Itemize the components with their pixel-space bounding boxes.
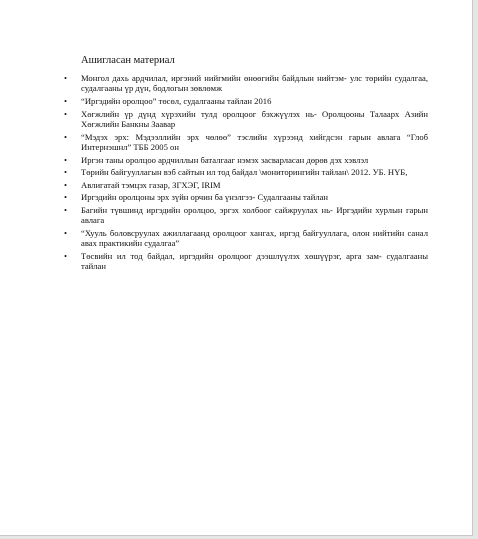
reference-text: Авлигатай тэмцэх газар, ЗГХЭГ, IRIM bbox=[81, 179, 221, 190]
reference-text: Иргэн таны оролцоо ардчиллын баталгааг нэмэх засварласан дөрөв дэх хэвлэл bbox=[81, 154, 369, 165]
reference-text: Хөгжлийн үр дүнд хүрэхийн тулд оролцоог бэхжүүлэх нь- Оролцооны Талаарх Азийн Хөгжлийн Банкны Заавар bbox=[81, 108, 428, 129]
section-heading: Ашигласан материал bbox=[81, 55, 175, 66]
bullet-icon: • bbox=[64, 227, 68, 238]
list-item bbox=[62, 132, 428, 153]
reference-text: Иргэдийн оролцоны эрх зүйн орчин ба үнэлгээ- Судалгааны тайлан bbox=[81, 192, 329, 203]
bullet-icon: • bbox=[64, 167, 68, 178]
bullet-icon: • bbox=[64, 192, 68, 203]
bullet-icon: • bbox=[64, 154, 68, 165]
reference-list bbox=[62, 73, 428, 274]
reference-text: Төсвийн ил тод байдал, иргэдийн оролцоог дээшлүүлэх хөшүүрэг, арга зам- судалгааны тайлан bbox=[81, 250, 428, 272]
reference-text: Багийн түвшинд иргэдийн оролцоо, эргэх холбоог сайжруулах нь- Иргэдийн хурлын гарын авлага bbox=[81, 204, 428, 226]
list-item bbox=[62, 228, 428, 249]
list-item bbox=[62, 96, 428, 106]
list-item bbox=[62, 109, 428, 130]
list-item bbox=[62, 192, 428, 202]
bullet-icon: • bbox=[64, 108, 68, 119]
bullet-icon: • bbox=[64, 73, 68, 83]
reference-text: Монгол дахь ардчилал, иргэний нийгмийн өнөөгийн байдлын нийтэм- улс төрийн судалгаа, судалгааны үр дүн, бодлогын зөвлөмж bbox=[81, 73, 428, 94]
list-item bbox=[62, 155, 428, 165]
list-item bbox=[62, 205, 428, 226]
list-item bbox=[62, 180, 428, 190]
list-item bbox=[62, 251, 428, 272]
reference-text: Төрийн байгууллагын вэб сайтын ил тод байдал \мониторингийн тайлан\ 2012. УБ. НҮБ, bbox=[81, 167, 408, 178]
bullet-icon: • bbox=[64, 179, 68, 190]
reference-text: “Иргэдийн оролцоо” төсөл, судалгааны тайлан 2016 bbox=[81, 96, 272, 106]
bullet-icon: • bbox=[64, 250, 68, 261]
reference-text: “Мэдэх эрх: Мэдээллийн эрх чөлөө” тэслийн хүрээнд хийгдсэн гарын авлага “Глоб Интернэшнл” ТББ 2005 он bbox=[81, 131, 428, 152]
reference-text: “Хууль боловсруулах ажиллагаанд оролцоог хангах, иргэд байгууллага, олон нийтийн санал авах практикийн судалгаа” bbox=[81, 227, 428, 249]
list-item bbox=[62, 167, 428, 177]
bullet-icon: • bbox=[64, 96, 68, 106]
bullet-icon: • bbox=[64, 204, 68, 215]
bullet-icon: • bbox=[64, 131, 68, 142]
list-item bbox=[62, 73, 428, 94]
